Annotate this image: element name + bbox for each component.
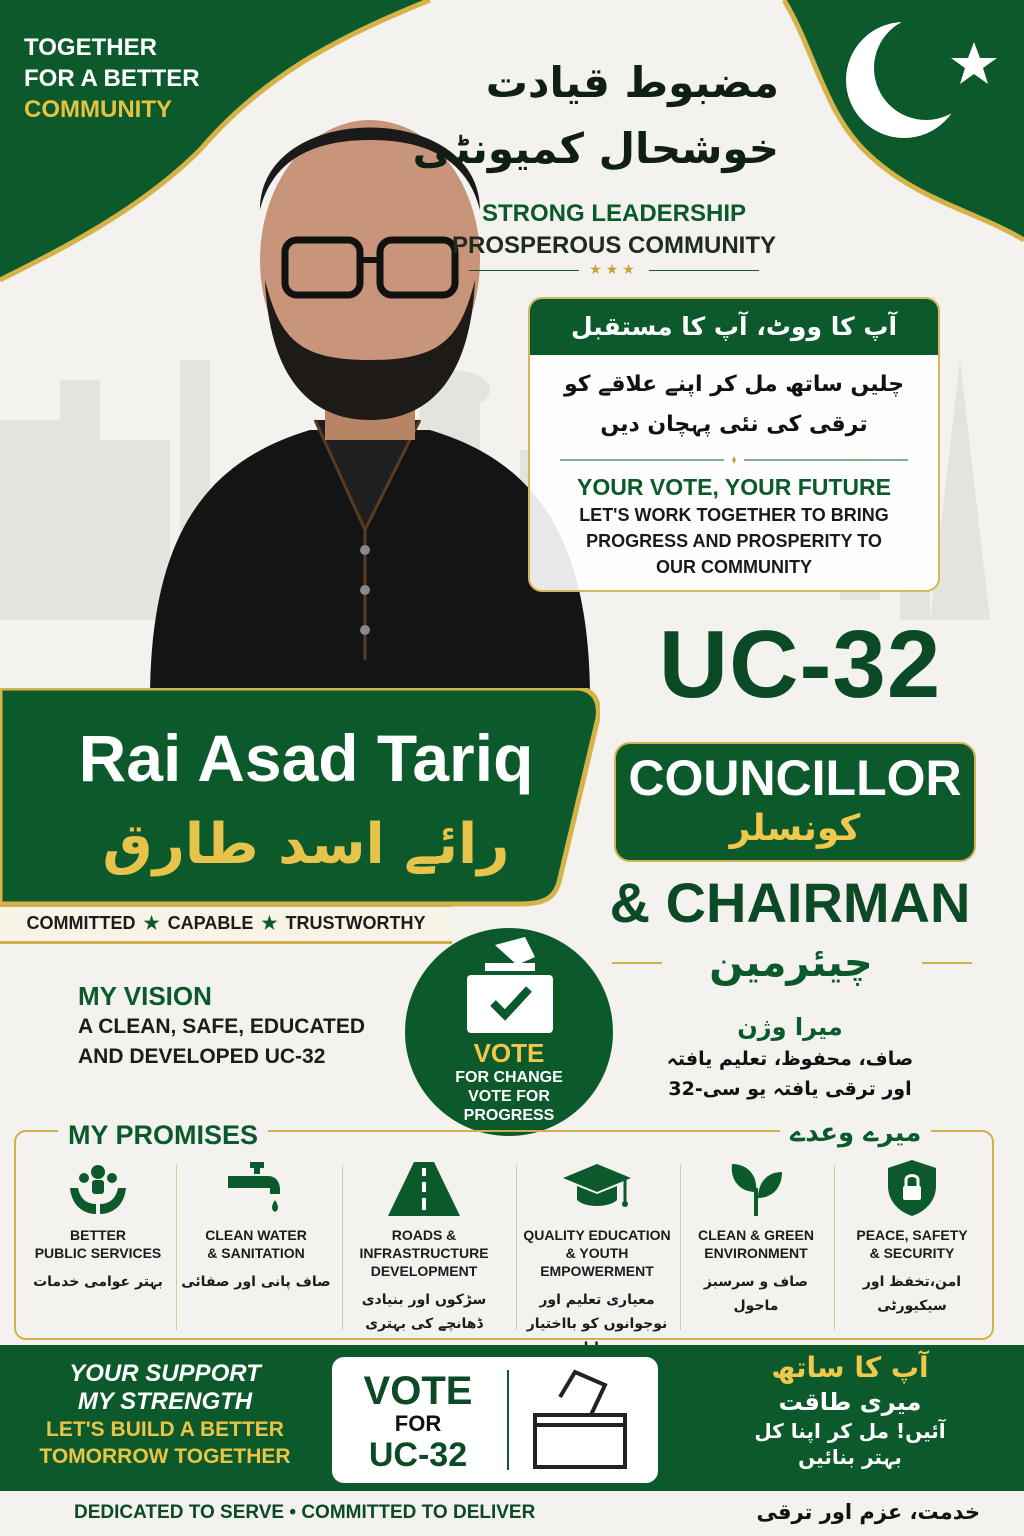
promise-urdu-line: ڈھانچے کی بہتری (365, 1316, 483, 1332)
quality-committed: COMMITTED (26, 913, 136, 933)
candidate-name-urdu: رائے اسد طارق (102, 812, 510, 877)
urdu-headline-line-1: مضبوط قیادت (485, 58, 779, 107)
promise-item (834, 1156, 990, 1336)
vote-for-for: FOR (394, 1411, 442, 1436)
promise-label-line: INFRASTRUCTURE (359, 1245, 489, 1261)
promise-label-line: ROADS & (391, 1227, 457, 1243)
promise-item (342, 1156, 506, 1336)
councillor-label: COUNCILLOR (628, 750, 962, 806)
vote-card-urdu-line-1: چلیں ساتھ مل کر اپنے علاقے کو (563, 372, 905, 397)
promise-label-urdu (680, 1270, 832, 1318)
promise-urdu-line: نوجوانوں کو بااختیار (526, 1316, 668, 1332)
support-urdu-line-1: آپ کا ساتھ (771, 1351, 929, 1384)
promise-urdu-line: ماحول (733, 1298, 779, 1314)
promise-label-line: CLEAN WATER (205, 1227, 307, 1243)
urdu-headline (359, 50, 779, 182)
promise-item (176, 1156, 336, 1336)
shield-lock-icon (834, 1156, 990, 1220)
support-urdu (690, 1350, 1010, 1470)
ballot-box-outline-icon (515, 1367, 645, 1477)
promise-label-line: QUALITY EDUCATION (523, 1227, 671, 1243)
promise-label-urdu (342, 1288, 506, 1336)
vote-card-urdu-line-2: ترقی کی نئی پہچان دیں (600, 412, 868, 437)
vote-for-text (338, 1370, 498, 1474)
vote-for-vote: VOTE (363, 1369, 473, 1413)
tagline-line-3: COMMUNITY (24, 96, 172, 123)
promise-divider (176, 1165, 177, 1330)
vote-card-urdu-body (540, 365, 928, 445)
vote-circle-text (405, 1038, 613, 1125)
footer-dot: • (289, 1502, 302, 1523)
water-tap-icon (176, 1156, 336, 1220)
vote-circle-line-2: VOTE FOR (468, 1088, 550, 1105)
vision-heading: MY VISION (78, 981, 212, 1011)
promise-urdu-line: صاف و سرسبز (703, 1274, 809, 1290)
vision-urdu-heading: میرا وژن (737, 1013, 843, 1041)
promise-label-line: ENVIRONMENT (704, 1245, 808, 1261)
promises-title: MY PROMISES (58, 1120, 268, 1151)
support-urdu-line-4: بہتر بنائیں (798, 1445, 902, 1469)
promise-item (20, 1156, 176, 1336)
leaf-icon (680, 1156, 832, 1220)
footer-right: COMMITTED TO DELIVER (301, 1502, 536, 1523)
vision-urdu (640, 1010, 940, 1104)
chairman-label: & CHAIRMAN (609, 871, 971, 934)
ballot-box-icon (455, 935, 565, 1035)
vision-line-1: A CLEAN, SAFE, EDUCATED (78, 1015, 366, 1038)
vote-card-header: آپ کا ووٹ، آپ کا مستقبل (530, 299, 938, 355)
vision-urdu-line-1: صاف، محفوظ، تعلیم یافتہ (666, 1048, 914, 1070)
promise-label (516, 1226, 678, 1280)
promise-urdu-line: امن،تخفظ اور (862, 1274, 962, 1290)
promise-label-urdu (20, 1270, 176, 1294)
promise-label-line: PEACE, SAFETY (856, 1227, 968, 1243)
vote-card-en-line-3: OUR COMMUNITY (656, 557, 812, 577)
support-english (20, 1360, 310, 1470)
quality-capable: CAPABLE (167, 913, 254, 933)
stars-divider: ★★★ (446, 262, 782, 278)
english-slogan (446, 198, 782, 262)
promise-label (342, 1226, 506, 1280)
promises-title-urdu: میرے وعدے (780, 1118, 931, 1148)
support-line-2: MY STRENGTH (77, 1388, 253, 1415)
promise-label-line: CLEAN & GREEN (698, 1227, 814, 1243)
promise-label-urdu (834, 1270, 990, 1318)
councillor-urdu-label: کونسلر (729, 808, 861, 849)
promise-label (680, 1226, 832, 1262)
vote-card-en-line-1: LET'S WORK TOGETHER TO BRING (579, 505, 889, 525)
vote-card-heading: YOUR VOTE, YOUR FUTURE (577, 474, 891, 500)
road-icon (342, 1156, 506, 1220)
promise-urdu-line: سڑکوں اور بنیادی (361, 1292, 487, 1308)
promise-divider (342, 1165, 343, 1330)
urdu-headline-line-2: خوشحال کمیونٹی (412, 124, 779, 173)
footer-left: DEDICATED TO SERVE (74, 1502, 285, 1523)
support-line-4: TOMORROW TOGETHER (39, 1445, 291, 1468)
vote-card-english (540, 472, 928, 580)
promise-label-urdu (176, 1270, 336, 1294)
promise-urdu-line: سیکیورٹی (877, 1298, 947, 1314)
promise-label-line: & YOUTH (565, 1245, 629, 1261)
promise-label-line: EMPOWERMENT (540, 1263, 654, 1279)
promise-urdu-line: معیاری تعلیم اور (539, 1292, 655, 1308)
hands-people-icon (20, 1156, 176, 1220)
promise-label-line: & SECURITY (869, 1245, 955, 1261)
promise-label (834, 1226, 990, 1262)
promise-urdu-line: صاف پانی اور صفائی (181, 1274, 331, 1290)
support-line-3: LET'S BUILD A BETTER (46, 1418, 284, 1441)
uc-number-title: UC-32 (658, 611, 942, 718)
promise-divider (680, 1165, 681, 1330)
support-line-1: YOUR SUPPORT (69, 1360, 261, 1387)
vision-line-2: AND DEVELOPED UC-32 (78, 1045, 326, 1068)
vote-card-en-line-2: PROGRESS AND PROSPERITY TO (586, 531, 882, 551)
promise-item (680, 1156, 832, 1336)
candidate-name: Rai Asad Tariq (78, 721, 534, 795)
chairman-urdu-label: چیئرمین (709, 940, 873, 986)
vote-for-uc: UC-32 (368, 1436, 468, 1474)
quality-trustworthy: TRUSTWORTHY (285, 913, 426, 933)
tagline-line-2: FOR A BETTER (24, 65, 200, 92)
support-urdu-line-3: آئیں! مل کر اپنا کل (754, 1419, 946, 1443)
promise-divider (834, 1165, 835, 1330)
promise-divider (516, 1165, 517, 1330)
vote-for-separator (507, 1370, 509, 1470)
promise-label-line: PUBLIC SERVICES (34, 1245, 162, 1261)
vision-urdu-line-2: اور ترقی یافتہ یو سی-32 (668, 1078, 912, 1100)
footer-english (74, 1502, 535, 1524)
promise-label-line: DEVELOPMENT (370, 1263, 478, 1279)
promise-label-line: BETTER (70, 1227, 126, 1243)
vote-circle-line-1: FOR CHANGE (455, 1069, 563, 1086)
promise-urdu-line: بہتر عوامی خدمات (33, 1274, 163, 1290)
vote-circle-line-3: PROGRESS (463, 1107, 555, 1124)
promise-label-line: & SANITATION (207, 1245, 305, 1261)
star-icon: ★ (261, 913, 278, 933)
promise-label (176, 1226, 336, 1262)
qualities-text (0, 913, 452, 934)
vote-card-divider (560, 456, 908, 464)
promise-label (20, 1226, 176, 1262)
support-urdu-line-2: میری طاقت (778, 1388, 922, 1416)
star-icon: ★ (143, 913, 160, 933)
promise-item (516, 1156, 678, 1336)
vote-circle-vote: VOTE (473, 1038, 545, 1068)
vision-english (78, 980, 408, 1072)
graduation-cap-icon (516, 1156, 678, 1220)
footer-urdu: خدمت، عزم اور ترقی (756, 1500, 980, 1524)
tagline-line-1: TOGETHER (24, 34, 157, 61)
slogan-line-1: STRONG LEADERSHIP (481, 200, 747, 227)
slogan-line-2: PROSPEROUS COMMUNITY (451, 232, 777, 259)
